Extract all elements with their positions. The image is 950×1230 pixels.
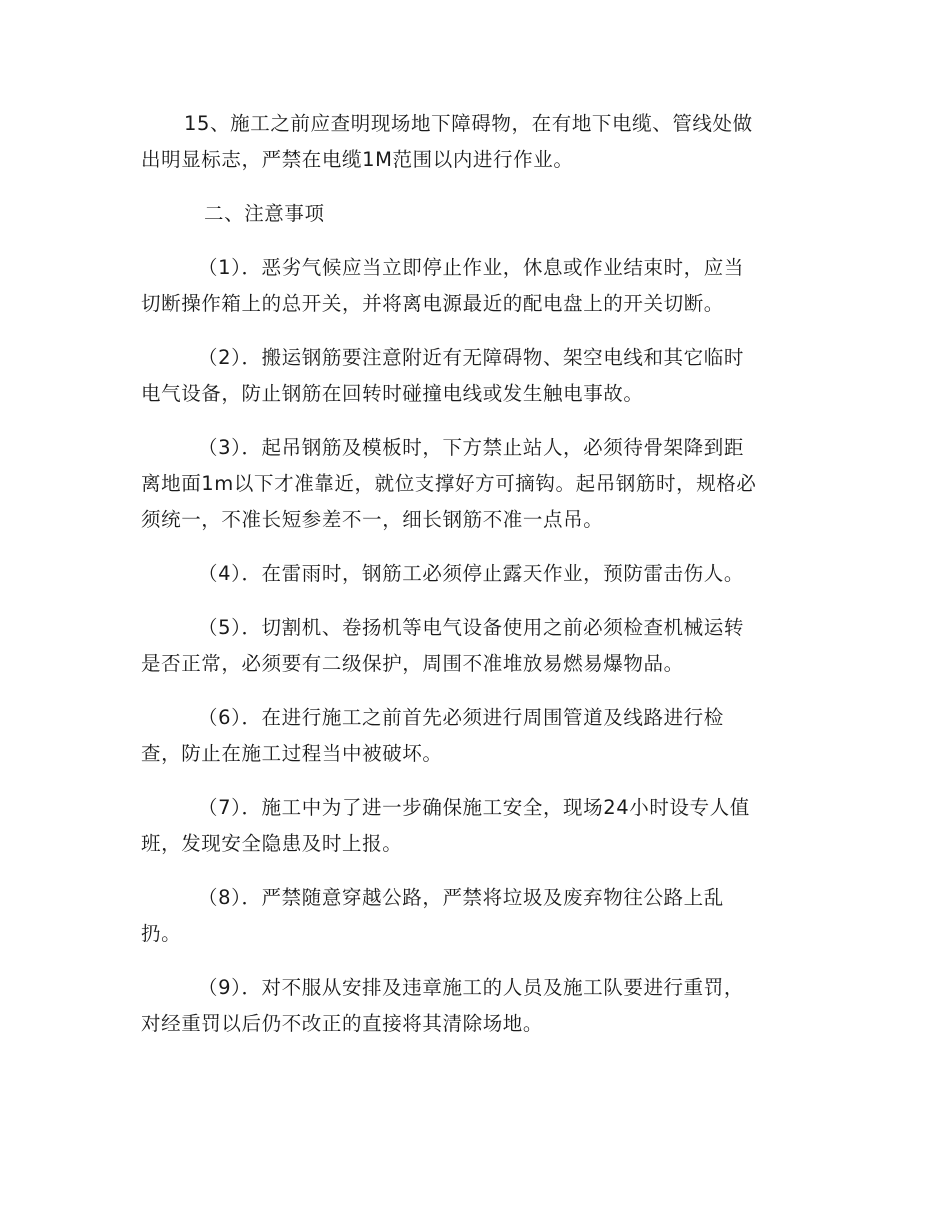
paragraph-line: （9）．对不服从安排及违章施工的人员及施工队要进行重罚， [198,976,744,999]
paragraph-line: 离地面1m以下才准靠近，就位支撑好方可摘钩。起吊钢筋时，规格必 [141,472,757,495]
paragraph-item-15 [141,106,813,178]
paragraph-note-9 [141,970,813,1042]
paragraph-line: 切断操作箱上的总开关，并将离电源最近的配电盘上的开关切断。 [141,292,724,315]
paragraph-line: 电气设备，防止钢筋在回转时碰撞电线或发生触电事故。 [141,382,644,405]
paragraph-line: （6）．在进行施工之前首先必须进行周围管道及线路进行检 [198,706,724,729]
paragraph-note-8 [141,880,813,952]
paragraph-note-6 [141,700,813,772]
paragraph-line: 是否正常，必须要有二级保护，周围不准堆放易燃易爆物品。 [141,652,684,675]
paragraph-note-5 [141,610,813,682]
section-heading-text: 二、注意事项 [204,202,325,225]
paragraph-line: 对经重罚以后仍不改正的直接将其清除场地。 [141,1012,544,1035]
paragraph-note-4 [141,556,813,592]
paragraph-note-2 [141,340,813,412]
paragraph-line: （2）．搬运钢筋要注意附近有无障碍物、架空电线和其它临时 [198,346,744,369]
paragraph-line: 出明显标志，严禁在电缆1M范围以内进行作业。 [141,148,574,171]
paragraph-line: （5）．切割机、卷扬机等电气设备使用之前必须检查机械运转 [198,616,744,639]
paragraph-line: 班，发现安全隐患及时上报。 [141,832,403,855]
section-heading [141,196,813,232]
paragraph-line: （7）．施工中为了进一步确保施工安全，现场24小时设专人值 [198,796,750,819]
paragraph-line: 须统一，不准长短参差不一，细长钢筋不准一点吊。 [141,508,604,531]
paragraph-line: 扔。 [141,922,182,945]
paragraph-line: （8）．严禁随意穿越公路，严禁将垃圾及废弃物往公路上乱 [198,886,724,909]
paragraph-note-7 [141,790,813,862]
paragraph-line: 15、施工之前应查明现场地下障碍物，在有地下电缆、管线处做 [184,112,753,135]
paragraph-note-1 [141,250,813,322]
paragraph-note-3 [141,430,813,538]
paragraph-line: 查，防止在施工过程当中被破坏。 [141,742,443,765]
paragraph-line: （3）．起吊钢筋及模板时，下方禁止站人，必须待骨架降到距 [198,436,744,459]
paragraph-line: （1）．恶劣气候应当立即停止作业，休息或作业结束时，应当 [198,256,744,279]
paragraph-line: （4）．在雷雨时，钢筋工必须停止露天作业，预防雷击伤人。 [198,562,744,585]
